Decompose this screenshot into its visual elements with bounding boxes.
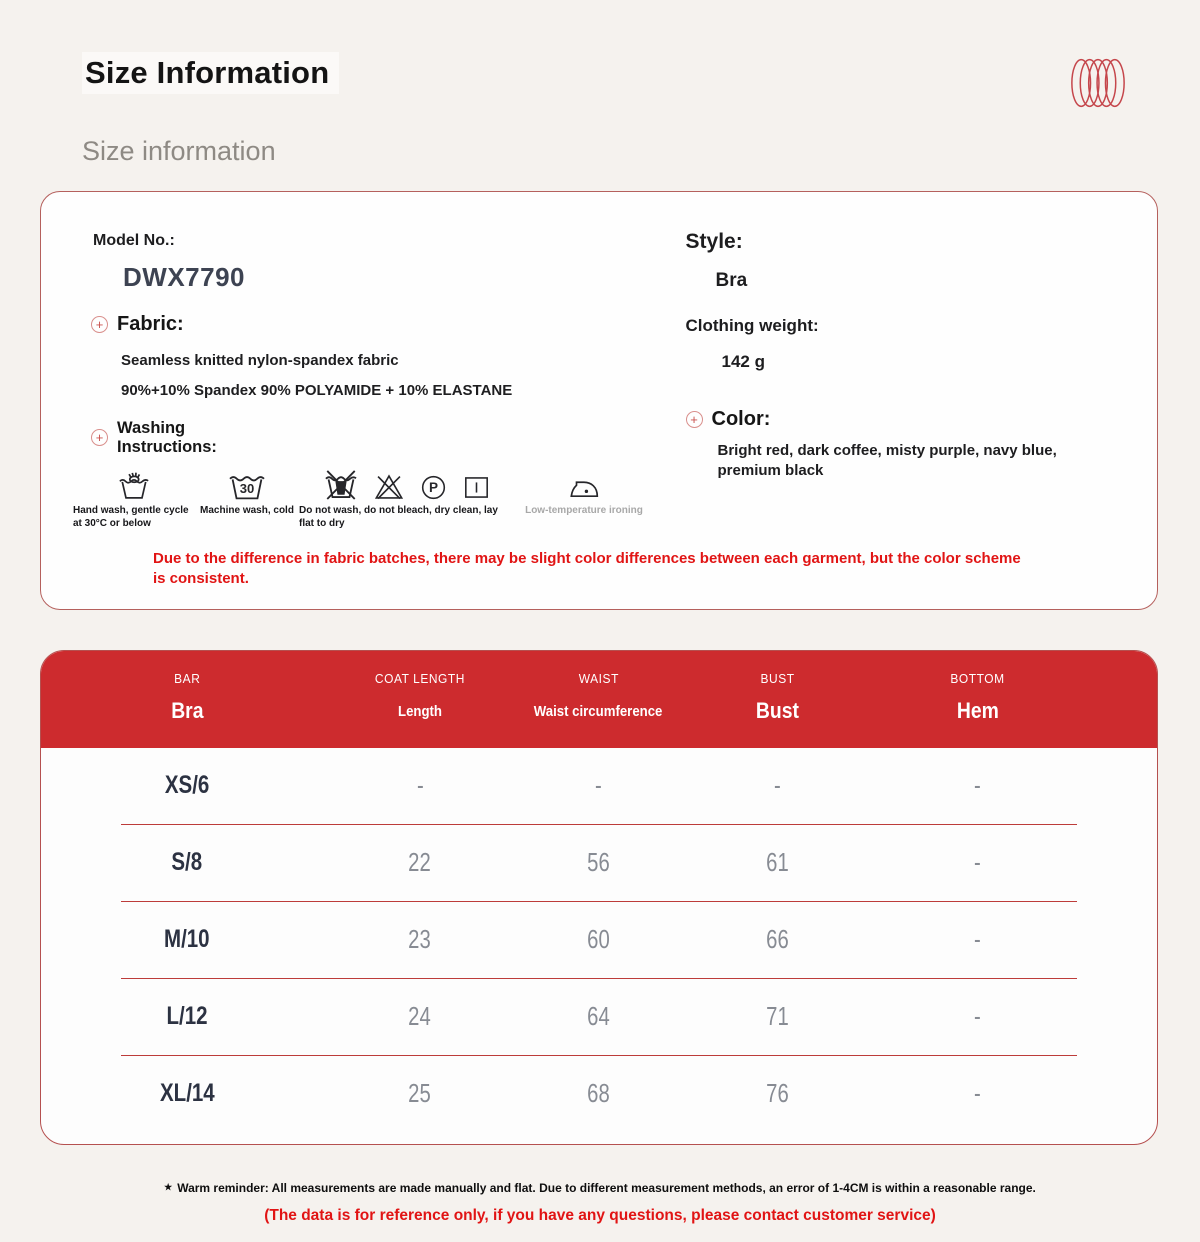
size-table	[40, 650, 1158, 1145]
iron-caption: Low-temperature ironing	[525, 504, 643, 516]
fabric-label: Fabric:	[117, 313, 184, 335]
star-icon	[164, 1179, 172, 1197]
table-row-l: L/12 24 64 71 -	[166, 1001, 981, 1032]
fabric-batch-note: Due to the difference in fabric batches, there may be slight color differences between each garment, but the color scheme is consistent.	[153, 549, 1021, 587]
page-footer	[0, 1179, 1200, 1225]
size-table-header	[41, 651, 1157, 748]
color-label: Color:	[711, 408, 771, 430]
plus-circle-icon	[686, 411, 703, 428]
machine-wash-caption: Machine wash, cold	[200, 504, 294, 516]
hand-wash-group	[73, 463, 195, 531]
reference-note: (The data is for reference only, if you have any questions, please contact customer service)	[264, 1206, 936, 1224]
column-header-length: COAT LENGTH Length	[374, 670, 465, 720]
lay-flat-dry-icon	[463, 474, 490, 501]
column-header-waist: WAIST Waist circumference	[534, 670, 663, 720]
style-value: Bra	[715, 270, 748, 291]
svg-text:P: P	[428, 479, 439, 495]
info-card-left-column	[73, 222, 682, 531]
column-header-bra: BAR Bra	[170, 670, 204, 723]
table-row-m: M/10 23 60 66 -	[164, 924, 981, 955]
dry-clean-icon	[420, 474, 447, 501]
table-row-s: S/8 22 56 61 -	[171, 847, 981, 878]
low-temperature-iron-icon	[568, 472, 600, 501]
washing-instructions-label: Washing Instructions:	[117, 419, 217, 456]
page-title: Size Information	[82, 52, 339, 94]
hand-wash-caption: Hand wash, gentle cycle at 30°C or below	[73, 504, 189, 530]
care-symbols-group	[299, 463, 515, 531]
machine-wash-30-icon	[223, 467, 271, 501]
model-no-label: Model No.:	[93, 232, 175, 249]
svg-text:30: 30	[239, 481, 255, 497]
page-subtitle: Size information	[82, 136, 276, 166]
iron-group	[515, 463, 653, 518]
column-header-hem: BOTTOM Hem	[950, 670, 1005, 723]
machine-wash-group	[195, 463, 299, 518]
spring-coil-icon	[1070, 52, 1126, 114]
color-value: Bright red, dark coffee, misty purple, navy blue, premium black	[717, 442, 1057, 480]
product-info-card	[40, 191, 1158, 610]
warm-reminder-text: Warm reminder: All measurements are made manually and flat. Due to different measurement methods, an error of 1-4CM is within a reasonable range.	[177, 1180, 1036, 1195]
washing-care-symbols	[73, 463, 682, 531]
plus-circle-icon	[91, 429, 108, 446]
model-no-value: DWX7790	[123, 262, 245, 292]
hand-wash-icon	[117, 469, 151, 501]
column-header-bust: BUST Bust	[755, 670, 799, 723]
do-not-bleach-icon	[374, 473, 404, 501]
washing-section-heading	[91, 419, 682, 457]
care-symbols-caption: Do not wash, do not bleach, dry clean, lay flat to dry	[299, 504, 498, 530]
style-label: Style:	[685, 230, 743, 253]
plus-circle-icon	[91, 316, 108, 333]
size-table-body	[41, 748, 1157, 1144]
page-header	[0, 0, 1200, 167]
do-not-wash-icon	[324, 467, 358, 501]
color-section-heading	[686, 408, 1127, 431]
fabric-description: Seamless knitted nylon-spandex fabric	[121, 352, 399, 369]
info-card-right-column	[682, 222, 1127, 531]
table-row-xs: XS/6 - - - -	[164, 770, 981, 801]
table-row-xl: XL/14 25 68 76 -	[159, 1078, 981, 1109]
fabric-section-heading	[91, 313, 682, 336]
clothing-weight-value: 142 g	[721, 352, 765, 371]
fabric-composition: 90%+10% Spandex 90% POLYAMIDE + 10% ELASTANE	[121, 382, 513, 399]
warm-reminder	[160, 1179, 1040, 1197]
clothing-weight-label: Clothing weight:	[685, 316, 819, 335]
